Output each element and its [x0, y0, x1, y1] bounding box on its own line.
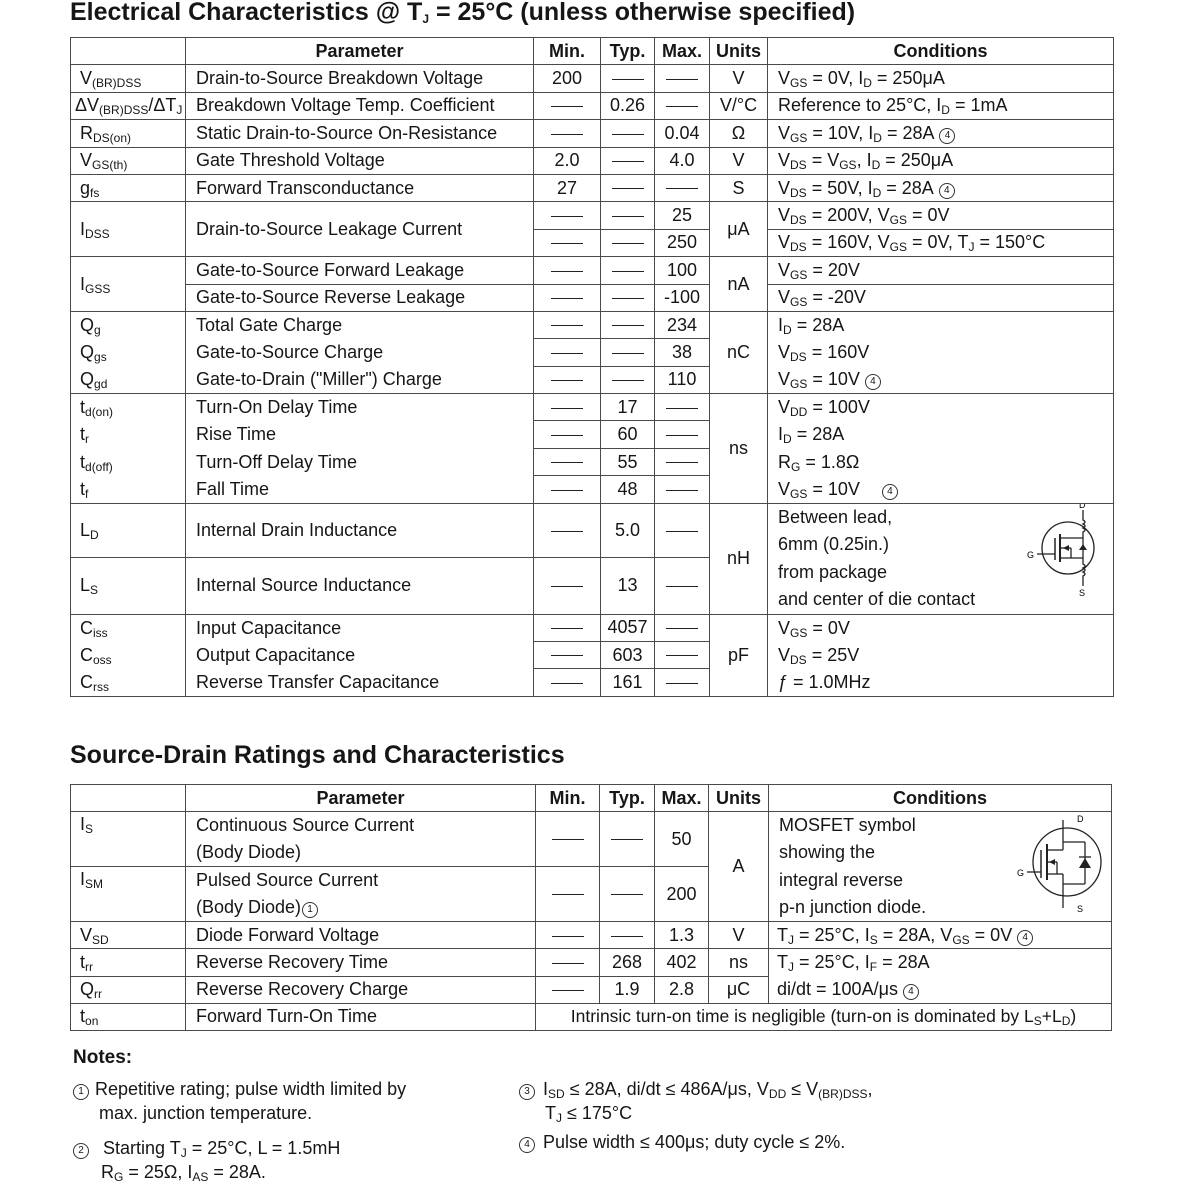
table-row	[71, 174, 1114, 201]
dash	[551, 243, 583, 244]
table-row	[71, 339, 1114, 366]
parameter: Pulsed Source Current (Body Diode) 1	[186, 867, 536, 922]
max: 402	[655, 949, 709, 976]
conditions: $V_{DS} = 160V$, $V_{GS} = 0V$, $T_J = 150^\circ C$	[768, 229, 1114, 256]
svg-text:S: S	[1077, 904, 1084, 915]
symbol: $g_{fs}$	[71, 174, 186, 201]
symbol: $t_f$	[71, 476, 186, 503]
units: V	[710, 147, 768, 174]
symbol: $V_{SD}$	[71, 922, 186, 949]
max: 50	[655, 812, 709, 867]
symbol: $t_r$	[71, 421, 186, 448]
parameter: Gate-to-Source Charge	[186, 339, 534, 366]
dash	[552, 990, 584, 991]
note-marker: 4	[939, 128, 955, 144]
conditions: $I_D = 28A$	[768, 421, 1114, 448]
table-row	[71, 448, 1114, 475]
units: ns	[709, 949, 769, 976]
symbol: $Q_{rr}$	[71, 976, 186, 1003]
dash	[666, 490, 698, 491]
symbol: $V_{(BR)DSS}$	[71, 65, 186, 92]
dash	[552, 894, 584, 895]
table-row	[71, 92, 1114, 119]
dash	[612, 353, 644, 354]
dash	[666, 531, 698, 532]
units: Ω	[710, 120, 768, 147]
dash	[551, 655, 583, 656]
conditions: $V_{GS} = 10V$, $I_D = 28A$ 4	[768, 120, 1114, 147]
conditions: $V_{DS} = 50V$, $I_D = 28A$ 4	[768, 174, 1114, 201]
typ: 161	[601, 669, 655, 696]
max: 1.3	[655, 922, 709, 949]
dash	[612, 161, 644, 162]
mosfet-body-diode-icon	[997, 812, 1107, 918]
parameter: Drain-to-Source Breakdown Voltage	[186, 65, 534, 92]
notes-title: Notes:	[73, 1047, 133, 1068]
header-conditions: Conditions	[769, 785, 1112, 812]
typ: 13	[601, 558, 655, 615]
source-drain-title: Source-Drain Ratings and Characteristics	[70, 741, 565, 769]
header-units: Units	[710, 38, 768, 65]
dash	[551, 106, 583, 107]
dash	[552, 839, 584, 840]
electrical-characteristics-table	[70, 37, 1114, 697]
note-marker: 4	[882, 484, 898, 500]
symbol: $Q_{gs}$	[71, 339, 186, 366]
note-marker: 3	[519, 1084, 535, 1100]
header-max: Max.	[655, 785, 709, 812]
dash	[611, 894, 643, 895]
table-row	[71, 394, 1114, 421]
note-marker: 4	[865, 374, 881, 390]
dash	[552, 936, 584, 937]
parameter: Fall Time	[186, 476, 534, 503]
dash	[666, 435, 698, 436]
parameter: Reverse Recovery Time	[186, 949, 536, 976]
units: ns	[710, 394, 768, 504]
conditions: $V_{DD} = 100V$	[768, 394, 1114, 421]
symbol: $I_S$	[71, 812, 186, 867]
dash	[551, 462, 583, 463]
symbol: $R_{DS(on)}$	[71, 120, 186, 147]
symbol: $L_S$	[71, 558, 186, 615]
table-row	[71, 949, 1112, 976]
parameter: Input Capacitance	[186, 614, 534, 641]
units: S	[710, 174, 768, 201]
parameter: Gate-to-Source Forward Leakage	[186, 257, 534, 284]
min: 2.0	[534, 147, 601, 174]
parameter: Continuous Source Current (Body Diode)	[186, 812, 536, 867]
table-row	[71, 476, 1114, 503]
typ: 0.26	[601, 92, 655, 119]
parameter: Diode Forward Voltage	[186, 922, 536, 949]
dash	[666, 188, 698, 189]
dash	[612, 243, 644, 244]
max: 250	[655, 229, 710, 256]
parameter: Static Drain-to-Source On-Resistance	[186, 120, 534, 147]
parameter: Internal Drain Inductance	[186, 503, 534, 557]
table-row	[71, 257, 1114, 284]
max: 2.8	[655, 976, 709, 1003]
typ: 603	[601, 642, 655, 669]
table-row	[71, 202, 1114, 229]
dash	[612, 325, 644, 326]
table-row	[71, 642, 1114, 669]
typ: 17	[601, 394, 655, 421]
svg-text:G: G	[1027, 549, 1035, 560]
units: V	[709, 922, 769, 949]
symbol: $t_{on}$	[71, 1003, 186, 1030]
dash	[666, 462, 698, 463]
note-marker: 1	[73, 1084, 89, 1100]
dash	[666, 408, 698, 409]
parameter: Turn-Off Delay Time	[186, 448, 534, 475]
conditions: $V_{GS} = 10V$ 4	[768, 366, 1114, 393]
header-min: Min.	[536, 785, 600, 812]
note-marker: 2	[73, 1143, 89, 1159]
note-marker: 4	[519, 1137, 535, 1153]
dash	[612, 380, 644, 381]
dash	[612, 79, 644, 80]
parameter: Forward Transconductance	[186, 174, 534, 201]
conditions: $V_{GS} = 20V$	[768, 257, 1114, 284]
symbol: $L_D$	[71, 503, 186, 557]
table-row	[71, 65, 1114, 92]
symbol: $Q_g$	[71, 311, 186, 338]
note-4: 4 Pulse width ≤ 400μs; duty cycle ≤ 2%.	[519, 1129, 845, 1155]
symbol: $Q_{gd}$	[71, 366, 186, 393]
typ: 48	[601, 476, 655, 503]
note-marker: 4	[939, 183, 955, 199]
conditions: $V_{GS} = -20V$	[768, 284, 1114, 311]
svg-text:G: G	[1017, 868, 1025, 879]
header-typ: Typ.	[600, 785, 655, 812]
symbol: $C_{oss}$	[71, 642, 186, 669]
units: V/°C	[710, 92, 768, 119]
note-marker: 4	[1017, 930, 1033, 946]
dash	[612, 271, 644, 272]
note-marker: 4	[903, 984, 919, 1000]
dash	[551, 408, 583, 409]
typ: 4057	[601, 614, 655, 641]
svg-text:D: D	[1077, 814, 1084, 825]
table-row	[71, 120, 1114, 147]
parameter: Gate Threshold Voltage	[186, 147, 534, 174]
table-row	[71, 1003, 1112, 1030]
source-drain-table	[70, 784, 1112, 1031]
dash	[666, 655, 698, 656]
symbol: $V_{GS(th)}$	[71, 147, 186, 174]
dash	[666, 106, 698, 107]
max: 100	[655, 257, 710, 284]
max: 234	[655, 311, 710, 338]
table-row	[71, 421, 1114, 448]
dash	[612, 188, 644, 189]
mosfet-inductance-icon	[1023, 499, 1103, 598]
table-row	[71, 812, 1112, 867]
units: nC	[710, 311, 768, 393]
units: A	[709, 812, 769, 922]
svg-text:S: S	[1079, 587, 1086, 598]
conditions: $R_G = 1.8\Omega$	[768, 448, 1114, 475]
conditions: $I_D = 28A$	[768, 311, 1114, 338]
max: 25	[655, 202, 710, 229]
units: nA	[710, 257, 768, 312]
parameter: Turn-On Delay Time	[186, 394, 534, 421]
typ: 5.0	[601, 503, 655, 557]
parameter: Breakdown Voltage Temp. Coefficient	[186, 92, 534, 119]
max: 110	[655, 366, 710, 393]
typ: 1.9	[600, 976, 655, 1003]
electrical-characteristics-title: Electrical Characteristics @ $T_J = 25^\circ C$ (unless otherwise specified)	[70, 0, 856, 26]
conditions: $V_{GS} = 0V$	[768, 614, 1114, 641]
dash	[551, 353, 583, 354]
dash	[666, 79, 698, 80]
max: -100	[655, 284, 710, 311]
conditions: $V_{GS} = 10V$ 4	[768, 476, 1114, 503]
conditions: $V_{DS} = 160V$	[768, 339, 1114, 366]
note-marker: 1	[302, 902, 318, 918]
conditions: $V_{DS} = 25V$	[768, 642, 1114, 669]
symbol: $t_{d(off)}$	[71, 448, 186, 475]
conditions: MOSFET symbol showing the integral reverse p-n junction diode. D G S	[769, 812, 1112, 922]
table-row	[71, 284, 1114, 311]
min: 27	[534, 174, 601, 201]
table-row	[71, 311, 1114, 338]
parameter: Reverse Recovery Charge	[186, 976, 536, 1003]
dash	[551, 380, 583, 381]
conditions: Between lead, 6mm (0.25in.) from package and center of die contact D G S	[768, 503, 1114, 614]
dash	[551, 683, 583, 684]
dash	[666, 683, 698, 684]
header-max: Max.	[655, 38, 710, 65]
note-2: 2 Starting $T_J = 25^\circ C$, L = 1.5mH $R_G = 25\Omega$, $I_{AS} = 28A$.	[73, 1135, 340, 1185]
dash	[666, 628, 698, 629]
table-row	[71, 614, 1114, 641]
typ: 268	[600, 949, 655, 976]
dash	[611, 936, 643, 937]
dash	[551, 271, 583, 272]
header-min: Min.	[534, 38, 601, 65]
dash	[551, 298, 583, 299]
header-parameter: Parameter	[186, 785, 536, 812]
symbol: $C_{rss}$	[71, 669, 186, 696]
conditions: Reference to 25°C, $I_D = 1mA$	[768, 92, 1114, 119]
header-parameter: Parameter	[186, 38, 534, 65]
parameter: Gate-to-Drain ("Miller") Charge	[186, 366, 534, 393]
parameter: Total Gate Charge	[186, 311, 534, 338]
max: 200	[655, 867, 709, 922]
max: 4.0	[655, 147, 710, 174]
conditions: $T_J = 25^\circ C$, $I_S = 28A$, $V_{GS} = 0V$ 4	[769, 922, 1112, 949]
note-1: 1 Repetitive rating; pulse width limited by max. junction temperature.	[73, 1076, 406, 1126]
svg-text:D: D	[1079, 499, 1086, 510]
header-row	[71, 38, 1114, 65]
symbol: $t_{rr}$	[71, 949, 186, 976]
dash	[552, 963, 584, 964]
table-row	[71, 976, 1112, 1003]
table-row	[71, 503, 1114, 557]
min: 200	[534, 65, 601, 92]
dash	[551, 216, 583, 217]
conditions: $V_{GS} = 0V$, $I_D = 250\mu A$	[768, 65, 1114, 92]
units: μA	[710, 202, 768, 257]
symbol: $\Delta V_{(BR)DSS}/\Delta T_J$	[71, 92, 186, 119]
parameter: Gate-to-Source Reverse Leakage	[186, 284, 534, 311]
dash	[551, 490, 583, 491]
conditions: $T_J = 25^\circ C$, $I_F = 28A$	[769, 949, 1112, 976]
dash	[666, 586, 698, 587]
conditions: $V_{DS} = 200V$, $V_{GS} = 0V$	[768, 202, 1114, 229]
parameter: Internal Source Inductance	[186, 558, 534, 615]
parameter: Forward Turn-On Time	[186, 1003, 536, 1030]
parameter: Reverse Transfer Capacitance	[186, 669, 534, 696]
symbol: $t_{d(on)}$	[71, 394, 186, 421]
table-row	[71, 669, 1114, 696]
symbol: $I_{SM}$	[71, 867, 186, 922]
dash	[551, 435, 583, 436]
dash	[611, 839, 643, 840]
typ: 60	[601, 421, 655, 448]
header-units: Units	[709, 785, 769, 812]
max: 38	[655, 339, 710, 366]
conditions: $V_{DS} = V_{GS}$, $I_D = 250\mu A$	[768, 147, 1114, 174]
header-conditions: Conditions	[768, 38, 1114, 65]
table-row	[71, 366, 1114, 393]
max: 0.04	[655, 120, 710, 147]
typ: 55	[601, 448, 655, 475]
conditions: ƒ = 1.0MHz	[768, 669, 1114, 696]
parameter: Rise Time	[186, 421, 534, 448]
table-row	[71, 147, 1114, 174]
units: μC	[709, 976, 769, 1003]
note-3: 3 $I_{SD} \le 28A$, di/dt ≤ 486A/μs, $V_{DD} \le V_{(BR)DSS}$, $T_J \le 175^\circ C$	[519, 1076, 873, 1126]
header-typ: Typ.	[601, 38, 655, 65]
dash	[551, 586, 583, 587]
dash	[612, 216, 644, 217]
symbol: $C_{iss}$	[71, 614, 186, 641]
dash	[551, 325, 583, 326]
symbol: $I_{GSS}$	[71, 257, 186, 312]
conditions: di/dt = 100A/μs 4	[769, 976, 1112, 1003]
dash	[551, 134, 583, 135]
units: V	[710, 65, 768, 92]
conditions: Intrinsic turn-on time is negligible (turn-on is dominated by $L_S+L_D$)	[536, 1003, 1112, 1030]
dash	[612, 298, 644, 299]
dash	[551, 628, 583, 629]
parameter: Drain-to-Source Leakage Current	[186, 202, 534, 257]
units: pF	[710, 614, 768, 696]
header-row	[71, 785, 1112, 812]
symbol: $I_{DSS}$	[71, 202, 186, 257]
dash	[551, 531, 583, 532]
dash	[612, 134, 644, 135]
units: nH	[710, 503, 768, 614]
parameter: Output Capacitance	[186, 642, 534, 669]
table-row	[71, 922, 1112, 949]
